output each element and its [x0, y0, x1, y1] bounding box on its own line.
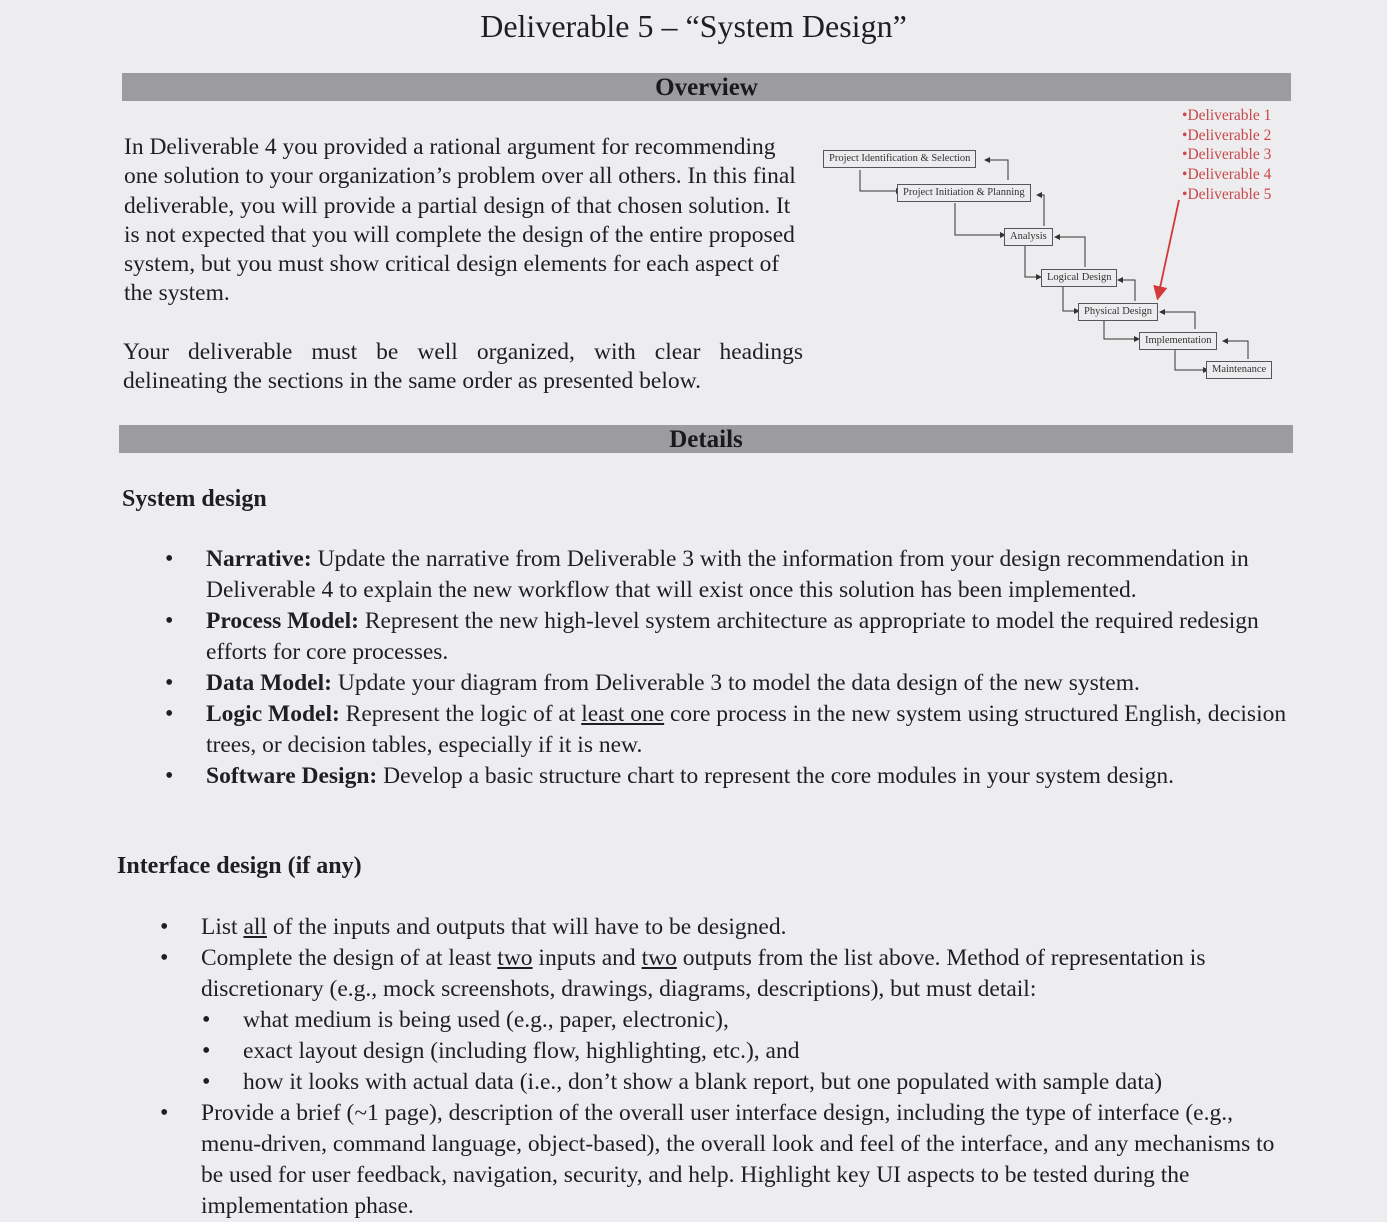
system-design-heading: System design — [122, 486, 267, 512]
overview-paragraph-2: Your deliverable must be well organized, with clear headings delineating the sections in the same order as presented below. — [123, 339, 803, 395]
underlined-text: least one — [581, 701, 665, 727]
overview-paragraph-1: In Deliverable 4 you provided a rational argument for recommending one solution to your organization’s problem over all others. In this final deliverable, you will provide a partial design of that chosen solution. It is not expected that you will complete the design of the entire proposed system, but you must show critical design elements for each aspect of the system. — [124, 134, 796, 307]
list-item — [201, 912, 1291, 943]
deliverable-item: • Deliverable 2 — [1182, 126, 1271, 146]
item-text: inputs and — [532, 945, 642, 971]
underlined-text: two — [641, 945, 677, 971]
deliverable-5-arrow — [1158, 200, 1179, 297]
underlined-text: two — [497, 945, 533, 971]
item-text: Develop a basic structure chart to represent the core modules in your system design. — [377, 763, 1175, 789]
item-label: Software Design: — [206, 763, 378, 789]
list-item — [206, 699, 1296, 761]
item-label: Process Model: — [206, 608, 359, 634]
list-item — [206, 544, 1296, 606]
item-text: Update the narrative from Deliverable 3 with the information from your design recommendation in Deliverable 4 to explain the new workflow that will exist once this solution has been implemented. — [206, 546, 1249, 603]
sub-list-item: • what medium is being used (e.g., paper, electronic), — [243, 1005, 1291, 1036]
list-item — [206, 606, 1296, 668]
list-item — [201, 943, 1291, 1098]
item-text: Represent the logic of at — [339, 701, 582, 727]
step-logical-design: Logical Design — [1041, 269, 1117, 287]
step-analysis: Analysis — [1004, 228, 1053, 246]
item-text: List — [201, 914, 244, 940]
page-title: Deliverable 5 – “System Design” — [480, 8, 907, 44]
item-label: Narrative: — [206, 546, 312, 572]
step-physical-design: Physical Design — [1078, 303, 1158, 321]
step-implementation: Implementation — [1139, 332, 1217, 350]
item-text: core process in the new system using structured English, decision trees, or decision tables, especially if it is new. — [206, 701, 1287, 758]
step-maintenance: Maintenance — [1206, 361, 1272, 379]
interface-design-heading: Interface design (if any) — [117, 853, 362, 879]
deliverable-item: • Deliverable 1 — [1182, 106, 1271, 126]
underlined-text: all — [243, 914, 267, 940]
sdlc-waterfall-diagram — [815, 104, 1290, 394]
item-text: outputs from the list above. Method of representation is discretionary (e.g., mock screenshots, drawings, diagrams, descriptions), but must detail: — [201, 945, 1206, 1002]
item-text: Represent the new high-level system architecture as appropriate to model the required redesign efforts for core processes. — [206, 608, 1259, 665]
item-text: of the inputs and outputs that will have to be designed. — [266, 914, 787, 940]
step-project-identification: Project Identification & Selection — [823, 150, 976, 168]
deliverable-item: • Deliverable 3 — [1182, 145, 1271, 165]
item-text: Complete the design of at least — [201, 945, 498, 971]
deliverables-list — [1182, 106, 1271, 205]
item-label: Data Model: — [206, 670, 332, 696]
deliverable-item: • Deliverable 5 — [1182, 185, 1271, 205]
item-text: Update your diagram from Deliverable 3 to model the data design of the new system. — [331, 670, 1140, 696]
list-item — [206, 668, 1296, 699]
sub-list-item: • exact layout design (including flow, highlighting, etc.), and — [243, 1036, 1291, 1067]
step-project-initiation: Project Initiation & Planning — [897, 184, 1031, 202]
list-item — [206, 761, 1296, 792]
interface-design-list — [201, 912, 1291, 1222]
sub-list — [201, 1005, 1291, 1098]
system-design-list — [206, 544, 1296, 792]
overview-heading: Overview — [122, 73, 1291, 101]
list-item: • Provide a brief (~1 page), description of the overall user interface design, including the type of interface (e.g., menu-driven, command language, object-based), the overall look and feel of the interface, and any mechanisms to be used for user feedback, navigation, security, and help. Highlight key UI aspects to be tested during the implementation phase. — [201, 1098, 1291, 1222]
deliverable-item: • Deliverable 4 — [1182, 165, 1271, 185]
sub-list-item: • how it looks with actual data (i.e., don’t show a blank report, but one populated with sample data) — [243, 1067, 1291, 1098]
item-label: Logic Model: — [206, 701, 340, 727]
details-heading: Details — [119, 425, 1293, 453]
